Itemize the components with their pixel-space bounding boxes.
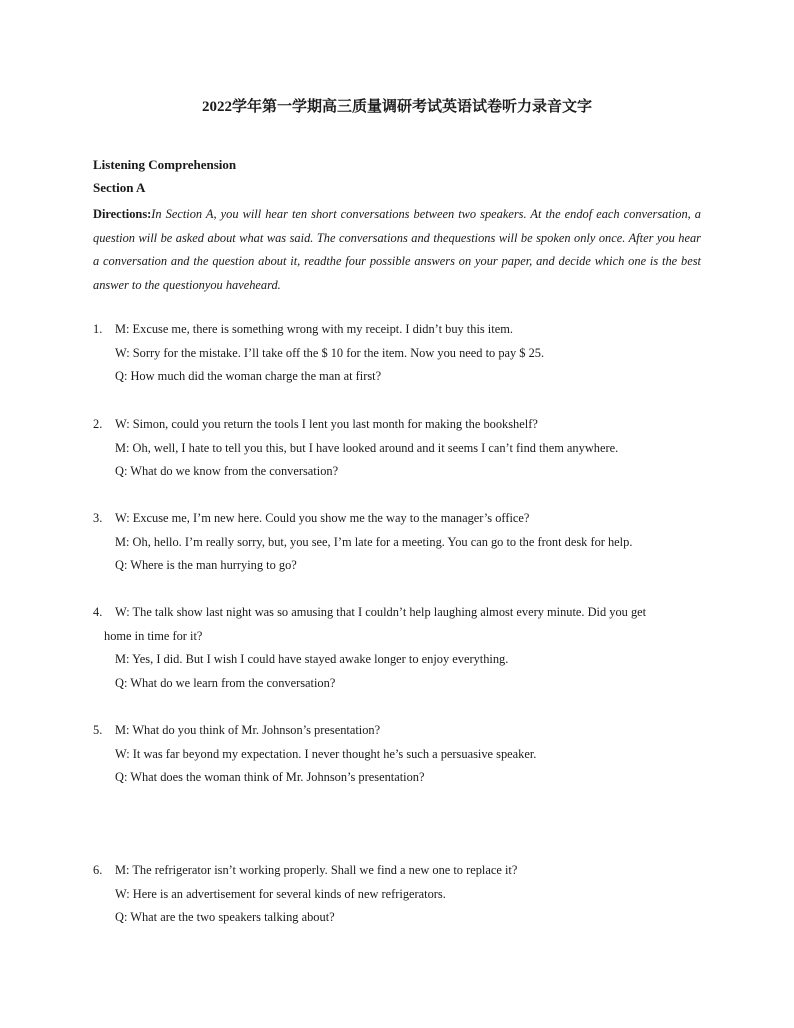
- question-line: W: Sorry for the mistake. I’ll take off the $ 10 for the item. Now you need to pay $ 25.: [115, 345, 545, 360]
- question-line: M: Oh, well, I hate to tell you this, but I have looked around and it seems I can’t find them anywhere.: [115, 440, 619, 455]
- question-prompt: Q: What do we know from the conversation?: [115, 464, 339, 478]
- question-line: W: It was far beyond my expectation. I never thought he’s such a persuasive speaker.: [115, 746, 537, 761]
- question-number: 6.: [93, 863, 103, 877]
- question-first-line: W: Simon, could you return the tools I lent you last month for making the bookshelf?: [115, 417, 538, 431]
- question-line: W: Here is an advertisement for several kinds of new refrigerators.: [115, 886, 446, 901]
- question-1: [93, 318, 705, 389]
- document-title: 2022学年第一学期高三质量调研考试英语试卷听力录音文字: [201, 99, 592, 115]
- section-heading: Listening Comprehension: [93, 157, 237, 172]
- question-first-line: M: What do you think of Mr. Johnson’s presentation?: [115, 723, 381, 737]
- question-4: [93, 601, 705, 695]
- question-prompt: Q: What does the woman think of Mr. Johnson’s presentation?: [115, 770, 425, 784]
- question-6: [93, 859, 705, 930]
- question-number: 5.: [93, 723, 103, 737]
- question-3: [93, 507, 705, 578]
- question-number: 3.: [93, 511, 103, 525]
- directions-paragraph: [93, 203, 701, 297]
- section-label: Section A: [93, 180, 146, 195]
- question-line: M: Oh, hello. I’m really sorry, but, you see, I’m late for a meeting. You can go to the front desk for help.: [115, 534, 633, 549]
- question-number: 1.: [93, 322, 103, 336]
- question-first-line: W: Excuse me, I’m new here. Could you show me the way to the manager’s office?: [115, 511, 530, 525]
- directions-text: In Section A, you will hear ten short conversations between two speakers. At the endof each conversation, a question will be asked about what was said. The conversations and thequestions will be spoken only once. After you hear a conversation and the question about it, readthe four possible answers on your paper, and decide which one is the best answer to the questionyou haveheard.: [93, 207, 701, 292]
- question-first-line: M: Excuse me, there is something wrong with my receipt. I didn’t buy this item.: [115, 322, 513, 336]
- directions-label: Directions:: [93, 207, 152, 221]
- question-prompt: Q: Where is the man hurrying to go?: [115, 558, 297, 572]
- question-prompt: Q: What do we learn from the conversation?: [115, 675, 336, 690]
- question-prompt: Q: How much did the woman charge the man at first?: [115, 369, 382, 383]
- question-5: [93, 719, 705, 790]
- question-prompt: Q: What are the two speakers talking about?: [115, 910, 335, 924]
- question-first-line: W: The talk show last night was so amusing that I couldn’t help laughing almost every minute. Did you get: [115, 605, 647, 619]
- question-2: [93, 413, 705, 484]
- question-number: 4.: [93, 605, 103, 619]
- question-number: 2.: [93, 417, 103, 431]
- question-continuation: home in time for it?: [104, 628, 203, 643]
- question-first-line: M: The refrigerator isn’t working properly. Shall we find a new one to replace it?: [115, 863, 518, 877]
- question-line: M: Yes, I did. But I wish I could have stayed awake longer to enjoy everything.: [115, 652, 509, 666]
